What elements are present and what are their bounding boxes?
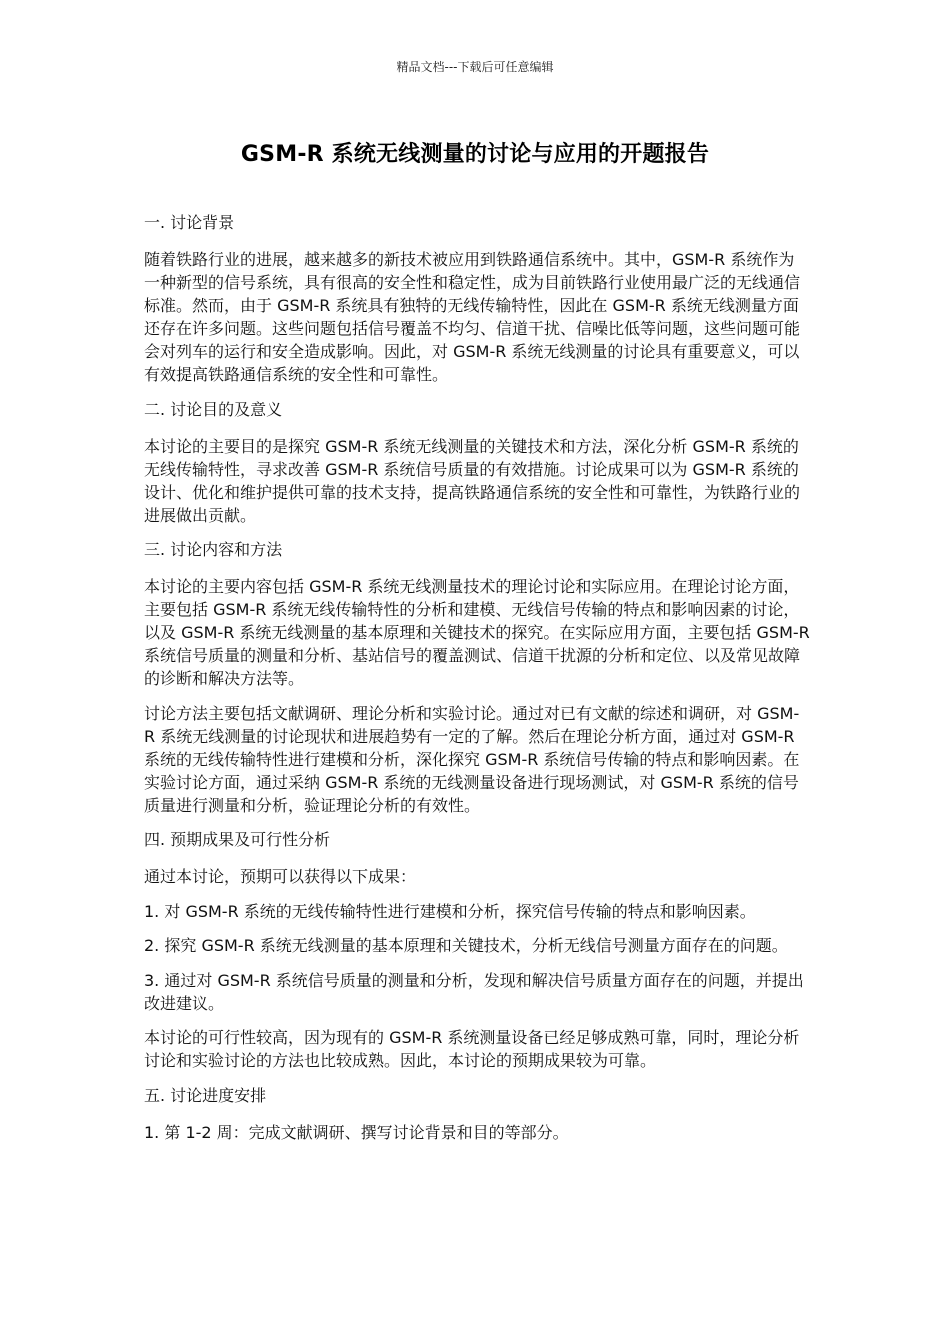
- list-item-result-1: 1. 对 GSM-R 系统的无线传输特性进行建模和分析，探究信号传输的特点和影响因素。: [144, 901, 756, 921]
- paragraph-purpose: 本讨论的主要目的是探究 GSM-R 系统无线测量的关键技术和方法，深化分析 GSM-R 系统的无线传输特性，寻求改善 GSM-R 系统信号质量的有效措施。讨论成果可以为 GSM-R 系统的设计、优化和维护提供可靠的技术支持，提高铁路通信系统的安全性和可靠性，为铁路行业的进展做出贡献。: [144, 436, 801, 525]
- header-note: 精品文档---下载后可任意编辑: [396, 60, 554, 74]
- section-heading-purpose: 二. 讨论目的及意义: [144, 399, 283, 419]
- paragraph-content: 本讨论的主要内容包括 GSM-R 系统无线测量技术的理论讨论和实际应用。在理论讨论方面，主要包括 GSM-R 系统无线传输特性的分析和建模、无线信号传输的特点和影响因素的讨论，以及 GSM-R 系统无线测量的基本原理和关键技术的探究。在实际应用方面，主要包括 GSM-R 系统信号质量的测量和分析、基站信号的覆盖测试、信道干扰源的分析和定位、以及常见故障的诊断和解决方法等。: [144, 577, 810, 688]
- list-item-result-3: 3. 通过对 GSM-R 系统信号质量的测量和分析，发现和解决信号质量方面存在的问题，并提出改进建议。: [144, 970, 804, 1013]
- section-heading-expected-results: 四. 预期成果及可行性分析: [144, 830, 331, 849]
- list-item-result-2: 2. 探究 GSM-R 系统无线测量的基本原理和关键技术，分析无线信号测量方面存在的问题。: [144, 936, 788, 955]
- paragraph-background: 随着铁路行业的进展，越来越多的新技术被应用到铁路通信系统中。其中，GSM-R 系统作为一种新型的信号系统，具有很高的安全性和稳定性，成为目前铁路行业使用最广泛的无线通信标准。然而，由于 GSM-R 系统具有独特的无线传输特性，因此在 GSM-R 系统无线测量方面还存在许多问题。这些问题包括信号覆盖不均匀、信道干扰、信噪比低等问题，这些问题可能会对列车的运行和安全造成影响。因此，对 GSM-R 系统无线测量的讨论具有重要意义，可以有效提高铁路通信系统的安全性和可靠性。: [144, 250, 801, 384]
- document-title: GSM-R 系统无线测量的讨论与应用的开题报告: [240, 142, 710, 167]
- paragraph-feasibility: 本讨论的可行性较高，因为现有的 GSM-R 系统测量设备已经足够成熟可靠，同时，理论分析讨论和实验讨论的方法也比较成熟。因此，本讨论的预期成果较为可靠。: [144, 1028, 800, 1070]
- section-heading-schedule: 五. 讨论进度安排: [144, 1085, 267, 1105]
- paragraph-methods: 讨论方法主要包括文献调研、理论分析和实验讨论。通过对已有文献的综述和调研，对 GSM-R 系统无线测量的讨论现状和进展趋势有一定的了解。然后在理论分析方面，通过对 GSM-R 系统的无线传输特性进行建模和分析，深化探究 GSM-R 系统信号传输的特点和影响因素。在实验讨论方面，通过采纳 GSM-R 系统的无线测量设备进行现场测试，对 GSM-R 系统的信号质量进行测量和分析，验证理论分析的有效性。: [144, 703, 800, 815]
- document-body: [144, 211, 810, 1155]
- section-heading-content-methods: 三. 讨论内容和方法: [144, 540, 283, 559]
- list-item-schedule-1: 1. 第 1-2 周：完成文献调研、撰写讨论背景和目的等部分。: [144, 1122, 569, 1142]
- section-heading-background: 一. 讨论背景: [144, 213, 235, 232]
- paragraph-results-intro: 通过本讨论，预期可以获得以下成果：: [144, 867, 417, 886]
